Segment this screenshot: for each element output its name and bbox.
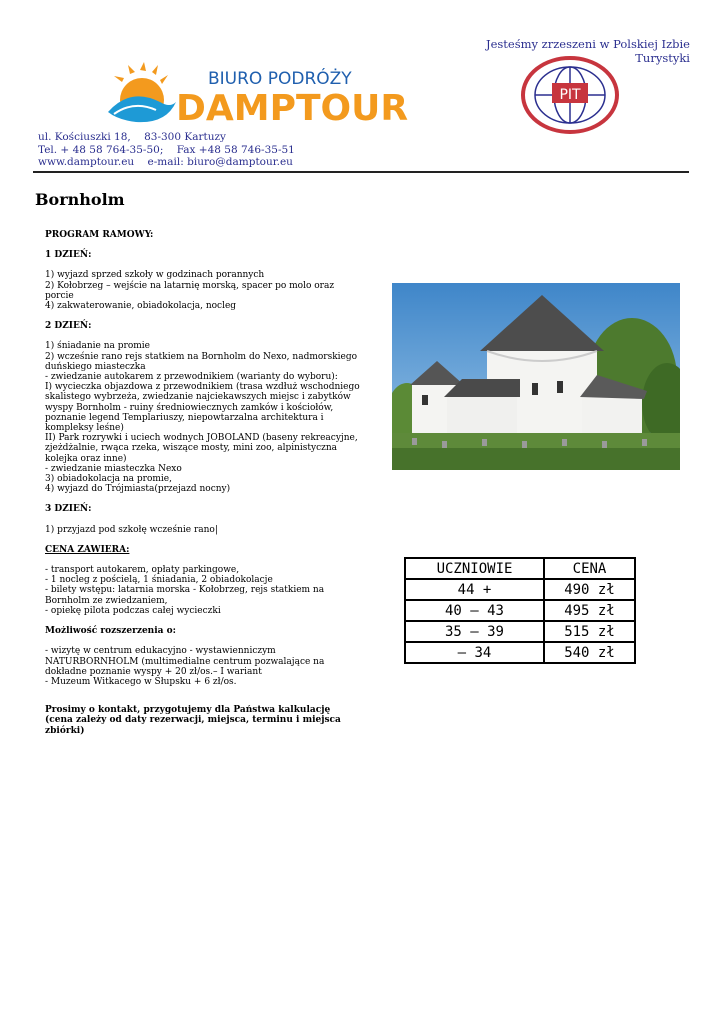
list-item: 1) wyjazd sprzed szkoły w godzinach porannych [45,270,265,281]
day2-list [45,341,360,494]
header-divider [33,171,689,173]
list-item: 2) wcześnie rano rejs statkiem na Bornholm do Nexo, nadmorskiego duńskiego miasteczka [45,351,358,372]
list-item: - opiekę pilota podczas całej wycieczki [45,605,221,616]
day3-label: 3 DZIEŃ: [45,504,92,515]
logo-subtitle: BIURO PODRÓŻY [208,69,352,89]
bornholm-church-photo [392,283,680,470]
contact-block [38,131,295,169]
group-size-cell: – 34 [405,642,544,663]
group-size-cell: 40 – 43 [405,600,544,621]
day1-list [45,270,360,311]
table-row [405,642,635,663]
table-row [405,600,635,621]
price-cell: 540 zł [544,642,635,663]
closing-line: Prosimy o kontakt, przygotujemy dla Państwa kalkulację [45,705,331,716]
web-email-line[interactable]: www.damptour.eu e-mail: biuro@damptour.eu [38,156,293,168]
list-item: 3) obiadokolacja na promie, [45,474,172,485]
list-item: - Muzeum Witkacego w Słupsku + 6 zł/os. [45,676,237,687]
price-cell: 490 zł [544,579,635,600]
list-item: - bilety wstępu: latarnia morska - Kołobrzeg, rejs statkiem na Bornholm ze zwiedzaniem, [45,585,325,606]
pit-text: PIT [559,87,581,103]
pit-logo [520,55,620,135]
price-cell: 495 zł [544,600,635,621]
header-cell: CENA [544,558,635,579]
includes-label: CENA ZAWIERA: [45,544,130,555]
address-line: ul. Kościuszki 18, 83-300 Kartuzy [38,131,226,143]
list-item: 1) przyjazd pod szkołę wcześnie rano| [45,524,218,535]
price-cell: 515 zł [544,621,635,642]
list-item: - zwiedzanie miasteczka Nexo [45,463,182,474]
table-row [405,621,635,642]
day2-label: 2 DZIEŃ: [45,321,92,332]
damptour-logo [100,62,420,132]
list-item: 4) zakwaterowanie, obiadokolacja, nocleg [45,301,237,312]
closing-line: (cena zależy od daty rezerwacji, miejsca, terminu i miejsca zbiórki) [45,715,341,736]
list-item: 2) Kołobrzeg – wejście na latarnię morską, spacer po molo oraz porcie [45,280,335,301]
list-item: - 1 nocleg z pościelą, 1 śniadania, 2 obiadokolacje [45,575,273,586]
group-size-cell: 44 + [405,579,544,600]
page-title: Bornholm [35,190,125,209]
membership-note: Jesteśmy zrzeszeni w Polskiej Izbie Turystyki [485,37,690,65]
list-item: 4) wyjazd do Trójmiasta(przejazd nocny) [45,484,231,495]
extension-label: Możliwość rozszerzenia o: [45,626,176,637]
logo-title: DAMPTOUR [176,88,409,129]
list-item: 1) śniadanie na promie [45,341,150,352]
header-cell: UCZNIOWIE [405,558,544,579]
extension-list [45,646,360,687]
program-heading: PROGRAM RAMOWY: [45,230,154,240]
list-item: - wizytę w centrum edukacyjno - wystawienniczym NATURBORNHOLM (multimedialne centrum pozwalające na dokładne poznanie wyspy + 20 zł/os.– I wariant [45,646,325,677]
day3-list [45,525,360,535]
day1-label: 1 DZIEŃ: [45,250,92,261]
program-content [45,230,360,736]
list-item: - transport autokarem, opłaty parkingowe, [45,565,240,576]
phone-line: Tel. + 48 58 764-35-50; Fax +48 58 746-35-51 [38,143,295,156]
table-header-row [405,558,635,579]
table-row [405,579,635,600]
group-size-cell: 35 – 39 [405,621,544,642]
closing-note [45,705,360,736]
list-item: - zwiedzanie autokarem z przewodnikiem (warianty do wyboru): [45,372,338,383]
list-item: II) Park rozrywki i uciech wodnych JOBOLAND (baseny rekreacyjne, zjeżdżalnie, rwąca rzeka, wiszące mosty, mini zoo, alpinistyczna kolejka oraz inne) [45,433,358,464]
includes-list [45,565,360,616]
price-table [404,557,636,664]
list-item: I) wycieczka objazdowa z przewodnikiem (trasa wzdłuż wschodniego skalistego wybrzeża, zwiedzanie najciekawszych miejsc i zabytków wyspy Bornholm - ruiny średniowiecznych zamków i kościołów, poznanie legend Templariuszy, niepowtarzalna architektura i kompleksy leśne) [45,382,360,434]
